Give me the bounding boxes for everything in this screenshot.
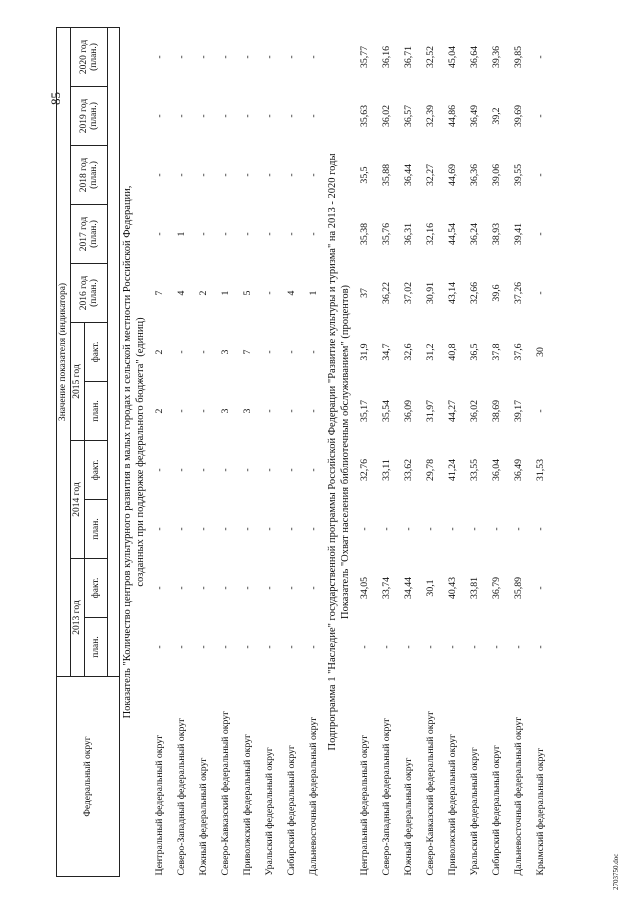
table-row: [281, 27, 303, 876]
value-cell: 39,41: [512, 222, 524, 246]
value-cell: 36,22: [380, 281, 392, 305]
value-cell: -: [175, 468, 187, 472]
value-cell: 35,54: [380, 399, 392, 423]
value-cell: 7: [153, 290, 165, 296]
value-cell: -: [153, 232, 165, 236]
value-cell: -: [424, 527, 436, 531]
value-cell: -: [219, 232, 231, 236]
header-plan: план.: [85, 500, 108, 559]
value-cell: -: [424, 645, 436, 649]
value-cell: -: [534, 173, 546, 177]
header-okrug: Федеральный округ: [57, 677, 120, 877]
value-cell: 37,26: [512, 281, 524, 305]
header-year-plan: 2020 год (план.): [71, 27, 108, 86]
value-cell: -: [241, 114, 253, 118]
value-cell: -: [197, 468, 209, 472]
table-row: [464, 27, 486, 876]
value-cell: 30: [534, 347, 546, 357]
caption-line: Показатель "Охват населения библиотечным обслуживанием" (процентов): [339, 284, 351, 620]
value-cell: -: [241, 527, 253, 531]
header-fact: факт.: [85, 441, 108, 500]
value-cell: 37,02: [402, 281, 414, 305]
header-year: 2013 год: [71, 559, 85, 677]
value-cell: -: [197, 645, 209, 649]
value-cell: -: [263, 350, 275, 354]
value-cell: -: [380, 645, 392, 649]
value-cell: 33,55: [468, 458, 480, 482]
value-cell: -: [153, 468, 165, 472]
value-cell: 43,14: [446, 281, 458, 305]
value-cell: -: [534, 645, 546, 649]
value-cell: -: [197, 409, 209, 413]
value-cell: 36,49: [512, 458, 524, 482]
table-row: [215, 27, 237, 876]
header-spacer: [108, 27, 120, 676]
value-cell: 35,17: [358, 399, 370, 423]
value-cell: -: [534, 409, 546, 413]
value-cell: -: [285, 350, 297, 354]
value-cell: -: [307, 409, 319, 413]
value-cell: -: [307, 55, 319, 59]
value-cell: 32,6: [402, 343, 414, 361]
value-cell: 2: [153, 349, 165, 355]
value-cell: 39,06: [490, 163, 502, 187]
table-row: [376, 27, 398, 876]
value-cell: 3: [219, 408, 231, 414]
table-row: [237, 27, 259, 876]
value-cell: 35,88: [380, 163, 392, 187]
value-cell: 36,16: [380, 45, 392, 69]
value-cell: 7: [241, 349, 253, 355]
value-cell: 39,2: [490, 107, 502, 125]
value-cell: -: [263, 291, 275, 295]
value-cell: 36,44: [402, 163, 414, 187]
okrug-name: Дальневосточный федеральный округ: [512, 716, 524, 876]
value-cell: -: [175, 586, 187, 590]
value-cell: -: [219, 527, 231, 531]
value-cell: 1: [219, 290, 231, 296]
table-row: [530, 27, 552, 876]
value-cell: -: [197, 350, 209, 354]
value-cell: 33,81: [468, 576, 480, 600]
value-cell: -: [468, 527, 480, 531]
value-cell: 37,6: [512, 343, 524, 361]
value-cell: -: [175, 55, 187, 59]
value-cell: -: [175, 114, 187, 118]
table-row: [149, 27, 171, 876]
value-cell: 36,64: [468, 45, 480, 69]
value-cell: -: [534, 55, 546, 59]
value-cell: -: [175, 173, 187, 177]
indicator-table: [56, 27, 552, 877]
okrug-name: Уральский федеральный округ: [263, 747, 275, 876]
value-cell: 33,62: [402, 458, 414, 482]
value-cell: -: [153, 645, 165, 649]
value-cell: 35,76: [380, 222, 392, 246]
value-cell: -: [490, 645, 502, 649]
value-cell: -: [241, 173, 253, 177]
value-cell: 3: [219, 349, 231, 355]
value-cell: 39,36: [490, 45, 502, 69]
okrug-name: Сибирский федеральный округ: [490, 745, 502, 876]
value-cell: -: [534, 114, 546, 118]
value-cell: -: [534, 527, 546, 531]
value-cell: -: [446, 645, 458, 649]
value-cell: -: [197, 55, 209, 59]
value-cell: 44,86: [446, 104, 458, 128]
caption-line: Подпрограмма 1 "Наследие" государственной программы Российской Федерации "Развитие культуры и туризма" на 2013 - 2020 годы: [327, 153, 339, 751]
value-cell: -: [358, 527, 370, 531]
header-year-plan: 2019 год (план.): [71, 87, 108, 146]
value-cell: -: [307, 350, 319, 354]
value-cell: -: [446, 527, 458, 531]
value-cell: 2: [153, 408, 165, 414]
value-cell: 45,04: [446, 45, 458, 69]
value-cell: 36,24: [468, 222, 480, 246]
table-row: [259, 27, 281, 876]
value-cell: -: [285, 114, 297, 118]
value-cell: 38,93: [490, 222, 502, 246]
value-cell: 34,05: [358, 576, 370, 600]
value-cell: -: [285, 468, 297, 472]
value-cell: -: [263, 409, 275, 413]
value-cell: 38,69: [490, 399, 502, 423]
okrug-name: Крымский федеральный округ: [534, 747, 546, 876]
section-caption: [325, 27, 354, 876]
okrug-name: Приволжский федеральный округ: [241, 733, 253, 876]
value-cell: -: [219, 114, 231, 118]
value-cell: -: [153, 173, 165, 177]
file-note: 2703750.doc: [612, 853, 620, 890]
header-year-plan: 2018 год (план.): [71, 146, 108, 205]
value-cell: -: [175, 527, 187, 531]
okrug-name: Южный федеральный округ: [402, 757, 414, 876]
value-cell: 4: [285, 290, 297, 296]
value-cell: -: [307, 232, 319, 236]
header-year: 2014 год: [71, 441, 85, 559]
value-cell: -: [263, 527, 275, 531]
value-cell: 3: [241, 408, 253, 414]
header-plan: план.: [85, 382, 108, 441]
value-cell: -: [534, 291, 546, 295]
value-cell: 36,36: [468, 163, 480, 187]
value-cell: 36,5: [468, 343, 480, 361]
value-cell: -: [307, 114, 319, 118]
value-cell: -: [285, 55, 297, 59]
value-cell: 4: [175, 290, 187, 296]
value-cell: -: [241, 55, 253, 59]
value-cell: -: [263, 645, 275, 649]
value-cell: -: [512, 527, 524, 531]
okrug-name: Уральский федеральный округ: [468, 747, 480, 876]
value-cell: -: [153, 586, 165, 590]
value-cell: 36,57: [402, 104, 414, 128]
value-cell: -: [285, 586, 297, 590]
table-row: [420, 27, 442, 876]
value-cell: 44,54: [446, 222, 458, 246]
value-cell: 35,5: [358, 166, 370, 184]
value-cell: -: [263, 586, 275, 590]
okrug-name: Сибирский федеральный округ: [285, 745, 297, 876]
value-cell: 32,16: [424, 222, 436, 246]
value-cell: -: [241, 232, 253, 236]
caption-line: Показатель "Количество центров культурного развития в малых городах и сельской местности Российской Федерации,: [122, 185, 133, 719]
value-cell: -: [534, 586, 546, 590]
value-cell: 37,8: [490, 343, 502, 361]
value-cell: -: [285, 527, 297, 531]
value-cell: 36,49: [468, 104, 480, 128]
value-cell: 1: [307, 290, 319, 296]
value-cell: 36,31: [402, 222, 414, 246]
value-cell: -: [534, 232, 546, 236]
value-cell: -: [512, 645, 524, 649]
value-cell: -: [219, 645, 231, 649]
value-cell: 29,78: [424, 458, 436, 482]
value-cell: -: [241, 586, 253, 590]
okrug-name: Центральный федеральный округ: [153, 734, 165, 876]
value-cell: 39,6: [490, 284, 502, 302]
section-caption-cell: [120, 27, 150, 876]
value-cell: -: [197, 114, 209, 118]
section-caption: [120, 27, 150, 876]
value-cell: -: [263, 55, 275, 59]
header-year: 2015 год: [71, 323, 85, 441]
value-cell: 31,9: [358, 343, 370, 361]
value-cell: 36,79: [490, 576, 502, 600]
value-cell: 31,2: [424, 343, 436, 361]
value-cell: -: [175, 409, 187, 413]
value-cell: 35,63: [358, 104, 370, 128]
value-cell: 40,43: [446, 576, 458, 600]
value-cell: -: [197, 232, 209, 236]
header-plan: план.: [85, 618, 108, 677]
value-cell: -: [358, 645, 370, 649]
value-cell: 32,66: [468, 281, 480, 305]
value-cell: 2: [197, 290, 209, 296]
okrug-name: Северо-Западный федеральный округ: [175, 717, 187, 876]
okrug-name: Северо-Западный федеральный округ: [380, 717, 392, 876]
value-cell: 34,44: [402, 576, 414, 600]
value-cell: -: [468, 645, 480, 649]
okrug-name: Центральный федеральный округ: [358, 734, 370, 876]
value-cell: 35,77: [358, 45, 370, 69]
table-row: [486, 27, 508, 876]
header-year-plan: 2017 год (план.): [71, 205, 108, 264]
table-row: [193, 27, 215, 876]
value-cell: -: [219, 586, 231, 590]
value-cell: -: [219, 468, 231, 472]
okrug-name: Дальневосточный федеральный округ: [307, 716, 319, 876]
value-cell: 32,52: [424, 45, 436, 69]
value-cell: -: [263, 114, 275, 118]
value-cell: -: [402, 527, 414, 531]
table-row: [303, 27, 325, 876]
value-cell: -: [219, 55, 231, 59]
table-row: [442, 27, 464, 876]
value-cell: -: [263, 468, 275, 472]
value-cell: 30,91: [424, 281, 436, 305]
value-cell: 36,02: [468, 399, 480, 423]
value-cell: 44,27: [446, 399, 458, 423]
okrug-name: Южный федеральный округ: [197, 757, 209, 876]
value-cell: -: [197, 527, 209, 531]
header-indicator: Значение показателя (индикатора): [57, 27, 71, 676]
value-cell: -: [241, 468, 253, 472]
table-row: [171, 27, 193, 876]
value-cell: -: [197, 586, 209, 590]
value-cell: -: [153, 55, 165, 59]
value-cell: 41,24: [446, 458, 458, 482]
value-cell: -: [307, 645, 319, 649]
okrug-name: Приволжский федеральный округ: [446, 733, 458, 876]
value-cell: -: [402, 645, 414, 649]
value-cell: -: [307, 586, 319, 590]
value-cell: -: [490, 527, 502, 531]
value-cell: -: [285, 409, 297, 413]
value-cell: 39,69: [512, 104, 524, 128]
value-cell: -: [285, 173, 297, 177]
okrug-name: Северо-Кавказский федеральный округ: [424, 710, 436, 876]
value-cell: 32,39: [424, 104, 436, 128]
value-cell: -: [153, 114, 165, 118]
value-cell: 5: [241, 290, 253, 296]
value-cell: 36,04: [490, 458, 502, 482]
value-cell: 39,17: [512, 399, 524, 423]
okrug-name: Северо-Кавказский федеральный округ: [219, 710, 231, 876]
header-fact: факт.: [85, 323, 108, 382]
value-cell: 32,76: [358, 458, 370, 482]
value-cell: 33,74: [380, 576, 392, 600]
table-row: [508, 27, 530, 876]
value-cell: 39,55: [512, 163, 524, 187]
value-cell: -: [153, 527, 165, 531]
value-cell: 30,1: [424, 579, 436, 597]
value-cell: 39,85: [512, 45, 524, 69]
value-cell: 36,02: [380, 104, 392, 128]
header-fact: факт.: [85, 559, 108, 618]
value-cell: -: [175, 350, 187, 354]
value-cell: -: [241, 645, 253, 649]
value-cell: 40,8: [446, 343, 458, 361]
value-cell: 35,89: [512, 576, 524, 600]
value-cell: 36,09: [402, 399, 414, 423]
value-cell: -: [307, 527, 319, 531]
value-cell: -: [219, 173, 231, 177]
value-cell: 35,38: [358, 222, 370, 246]
table-row: [398, 27, 420, 876]
value-cell: -: [380, 527, 392, 531]
value-cell: 36,71: [402, 45, 414, 69]
table-row: [354, 27, 376, 876]
value-cell: -: [285, 645, 297, 649]
value-cell: 1: [175, 231, 187, 237]
value-cell: 34,7: [380, 343, 392, 361]
value-cell: -: [263, 232, 275, 236]
value-cell: 32,27: [424, 163, 436, 187]
value-cell: 37: [358, 288, 370, 298]
header-year-plan: 2016 год (план.): [71, 264, 108, 323]
page-number: 85: [48, 92, 63, 105]
section-caption-cell: [325, 27, 354, 876]
value-cell: -: [197, 173, 209, 177]
value-cell: 44,69: [446, 163, 458, 187]
caption-line: созданных при поддержке федерального бюджета" (единиц): [134, 317, 146, 587]
value-cell: -: [307, 468, 319, 472]
value-cell: -: [175, 645, 187, 649]
value-cell: -: [263, 173, 275, 177]
value-cell: 33,11: [380, 459, 392, 481]
value-cell: -: [307, 173, 319, 177]
value-cell: -: [285, 232, 297, 236]
value-cell: 31,53: [534, 458, 546, 482]
value-cell: 31,97: [424, 399, 436, 423]
